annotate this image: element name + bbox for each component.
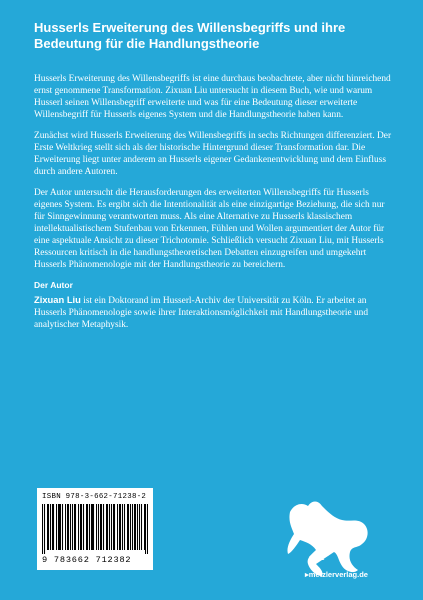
author-bio bbox=[34, 294, 392, 331]
barcode-bar bbox=[67, 504, 68, 550]
barcode-bar bbox=[93, 504, 94, 550]
barcode-bar bbox=[144, 504, 145, 550]
barcode-bar bbox=[74, 504, 75, 550]
author-heading: Der Autor bbox=[34, 280, 73, 290]
blurb-paragraph-1: Husserls Erweiterung des Willensbegriffs ist eine durchaus beobachtete, aber nicht hinreichend ernst genommene Transformation. Zixuan Liu untersucht in diesem Buch, wie und warum Husserl seinen Willensbegriff erweiterte und was für eine Bedeutung dieser erweiterte Willensbegriff für Husserls eigenes System und die Handlungstheorie haben kann. bbox=[34, 74, 391, 120]
barcode-bar bbox=[68, 504, 69, 550]
barcode-bar bbox=[56, 504, 57, 550]
barcode-bar bbox=[91, 504, 92, 550]
barcode-graphic bbox=[42, 504, 148, 554]
barcode-bar bbox=[145, 504, 146, 554]
barcode-bar bbox=[87, 504, 88, 550]
barcode-bar bbox=[72, 504, 73, 550]
publisher-year: 1682 bbox=[309, 555, 325, 562]
barcode-bar bbox=[134, 504, 135, 550]
barcode-bar bbox=[92, 504, 93, 550]
barcode-bar bbox=[80, 504, 81, 550]
barcode-bar bbox=[113, 504, 114, 550]
book-title: Husserls Erweiterung des Willensbegriffs und ihre Bedeutung für die Handlungstheorie bbox=[34, 20, 346, 51]
barcode-bar bbox=[48, 504, 49, 550]
barcode-bar bbox=[109, 504, 110, 550]
barcode-bar bbox=[42, 504, 43, 554]
barcode-bar bbox=[137, 504, 138, 550]
isbn-barcode-box bbox=[37, 488, 153, 570]
barcode-bar bbox=[106, 504, 107, 550]
barcode-bar bbox=[60, 504, 61, 550]
barcode-bar bbox=[117, 504, 118, 550]
barcode-bar bbox=[96, 504, 97, 550]
barcode-bar bbox=[103, 504, 104, 550]
barcode-bar bbox=[107, 504, 108, 550]
barcode-bar bbox=[83, 504, 84, 550]
blurb-paragraph-3: Der Autor untersucht die Herausforderungen des erweiterten Willensbegriffs für Husserls eigenes System. Es ergibt sich die Intentionalität als eine einzigartige Beziehung, die sich nur für Sinngewinnung verantworten muss. Als eine Alternative zu Husserls klassischem intellektualistischem Stufenbau von Erkennen, Fühlen und Wollen argumentiert der Autor für eine aspektuale Ansicht zu dieser Trichotomie. Schließlich versucht Zixuan Liu, mit Husserls Ressourcen kritisch in die handlungstheoretischen Debatten einzugreifen und umgekehrt Husserls Phänomenologie mit der Handlungstheorie zu bereichern. bbox=[34, 188, 385, 270]
barcode-bar bbox=[65, 504, 66, 550]
author-bio-text: ist ein Doktorand im Husserl-Archiv der Universität zu Köln. Er arbeitet an Husserls Phänomenologie sowie ihrer Interaktionsmöglichkeit mit Handlungstheorie und analytischer Metaphysik. bbox=[34, 296, 369, 330]
barcode-bar bbox=[122, 504, 123, 550]
blurb-paragraph-2: Zunächst wird Husserls Erweiterung des Willensbegriffs in sechs Richtungen differenziert. Der Erste Weltkrieg stellt sich als der historische Hintergrund dieser Transformation dar. Die Erweiterung liegt unter anderem an Husserls eigener Gedankenentwicklung und dem Einfluss durch andere Autoren. bbox=[34, 131, 392, 177]
barcode-bar bbox=[127, 504, 128, 550]
barcode-bar bbox=[114, 504, 115, 550]
barcode-bar bbox=[111, 504, 112, 550]
barcode-bar bbox=[70, 504, 71, 550]
barcode-bar bbox=[101, 504, 102, 550]
barcode-bar bbox=[53, 504, 54, 550]
barcode-bar bbox=[132, 504, 133, 550]
barcode-bar bbox=[62, 504, 63, 550]
barcode-bar bbox=[139, 504, 140, 550]
blurb bbox=[34, 73, 392, 340]
barcode-bar bbox=[98, 504, 99, 550]
barcode-bar bbox=[86, 504, 87, 550]
barcode-bar bbox=[47, 504, 48, 550]
isbn-label: ISBN 978-3-662-71238-2 bbox=[42, 493, 147, 501]
author-name: Zixuan Liu bbox=[34, 294, 81, 305]
barcode-bar bbox=[44, 504, 45, 554]
barcode-bar bbox=[141, 504, 142, 550]
barcode-bar bbox=[124, 504, 125, 550]
barcode-bar bbox=[78, 504, 79, 550]
barcode-bar bbox=[52, 504, 53, 550]
barcode-digits: 9 783662 712382 bbox=[42, 555, 132, 565]
barcode-bar bbox=[58, 504, 59, 550]
barcode-bar bbox=[120, 504, 121, 550]
barcode-bar bbox=[59, 504, 60, 550]
barcode-bar bbox=[50, 504, 51, 550]
barcode-bar bbox=[135, 504, 136, 550]
barcode-bar bbox=[147, 504, 148, 554]
publisher-website: ▸metzlerverlag.de bbox=[305, 570, 368, 579]
barcode-bar bbox=[89, 504, 90, 550]
barcode-bar bbox=[128, 504, 129, 550]
barcode-bar bbox=[100, 504, 101, 550]
barcode-bar bbox=[130, 504, 131, 550]
barcode-bar bbox=[75, 504, 76, 550]
barcode-bar bbox=[119, 504, 120, 550]
barcode-bar bbox=[81, 504, 82, 550]
